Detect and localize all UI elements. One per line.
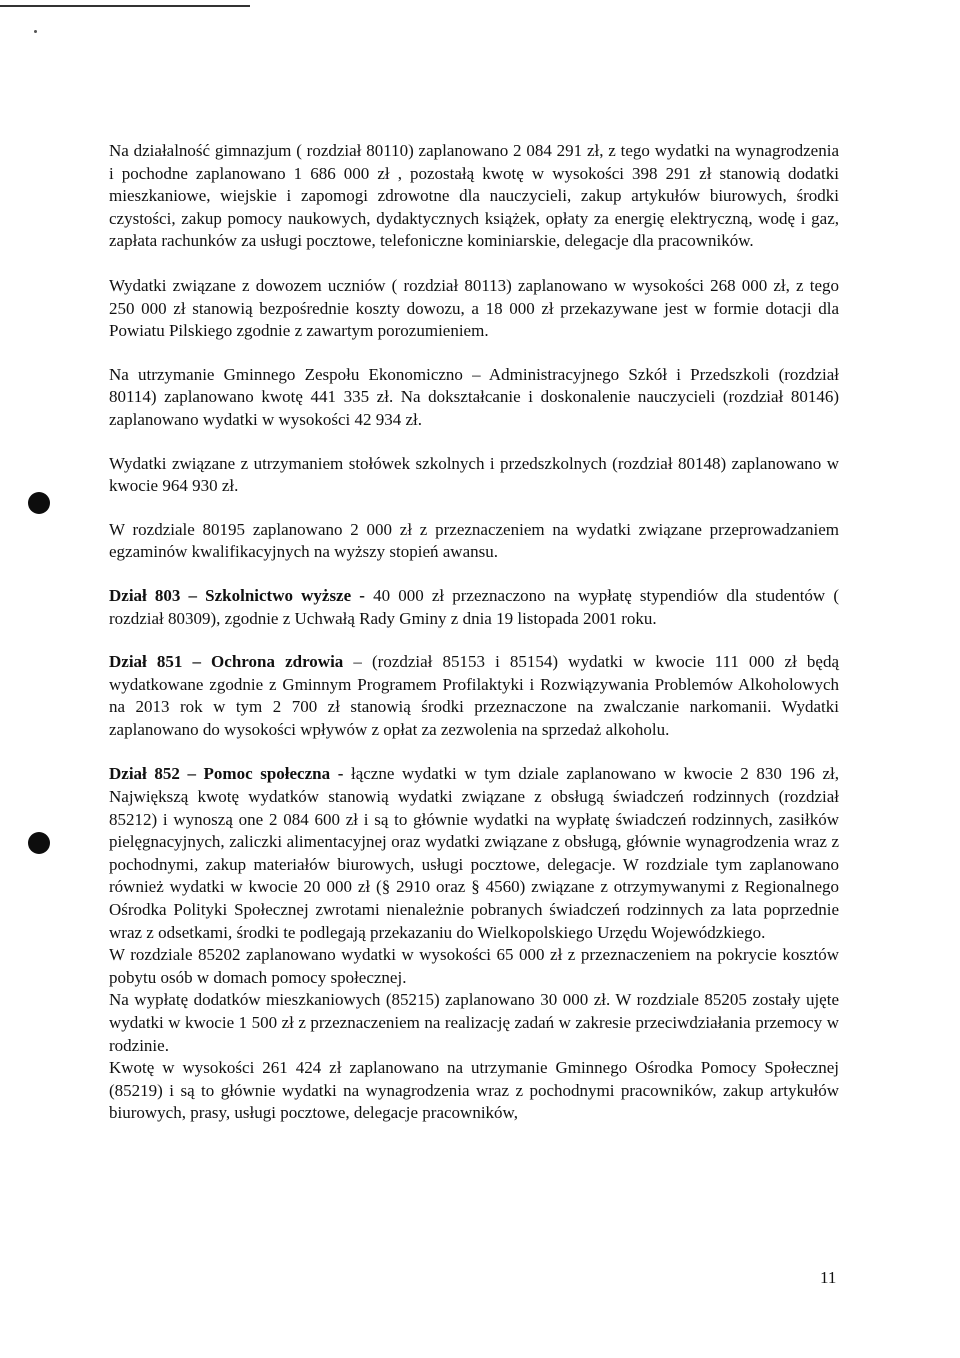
paragraph-rozdzial-85202: W rozdziale 85202 zaplanowano wydatki w wysokości 65 000 zł z przeznaczeniem na pokrycie kosztów pobytu osób w domach pomocy społecznej. <box>109 945 839 987</box>
paragraph-dzial-803 <box>109 585 839 630</box>
paragraph-gops: Kwotę w wysokości 261 424 zł zaplanowano na utrzymanie Gminnego Ośrodka Pomocy Społecznej (85219) i są to głównie wydatki na wynagrodzenia wraz z pochodnymi pracowników, zakup artykułów biurowych, prasy, usługi pocztowe, delegacje pracowników, <box>109 1058 839 1123</box>
paragraph-dzial-852 <box>109 763 839 944</box>
section-heading-dzial-803: Dział 803 – Szkolnictwo wyższe - <box>109 585 365 605</box>
scan-speck <box>34 30 37 33</box>
paragraph-dowoz: Wydatki związane z dowozem uczniów ( rozdział 80113) zaplanowano w wysokości 268 000 zł, z tego 250 000 zł stanowią bezpośrednie koszty dowozu, a 18 000 zł przekazywane jest w formie dotacji dla Powiatu Pilskiego zgodnie z zawartym porozumieniem. <box>109 275 839 341</box>
section-heading-dzial-852: Dział 852 – Pomoc społeczna - <box>109 764 344 784</box>
paragraph-dodatki-mieszkaniowe: Na wypłatę dodatków mieszkaniowych (85215) zaplanowano 30 000 zł. W rozdziale 85205 zostały ujęte wydatki w kwocie 1 500 zł z przeznaczeniem na realizację zadań w zakresie przeciwdziałania przemocy w rodzinie. <box>109 990 839 1055</box>
dzial-852-text: łączne wydatki w tym dziale zaplanowano w kwocie 2 830 196 zł, Największą kwotę wydatków stanowią wydatki związane z obsługą świadczeń rodzinnych (rozdział 85212) i wynoszą one 2 084 600 zł i są to głównie wydatki na wypłatę świadczeń rodzinnych, zasiłków pielęgnacyjnych, zaliczki alimentacyjnej oraz wydatki związane z obsługą, głównie wynagrodzenia wraz z pochodnymi, zakup materiałów biurowych, usługi pocztowe, delegacje. W rozdziale tym zaplanowano również wydatki w kwocie 20 000 zł (§ 2910 oraz § 4560) związane z otrzymywanymi z Regionalnego Ośrodka Polityki Społecznej zwrotami nienależnie pobranych świadczeń rodzinnych za lata poprzednie wraz z odsetkami, środki te podlegają przekazaniu do Wielkopolskiego Urzędu Wojewódzkiego. <box>109 764 840 942</box>
punch-hole-top <box>28 492 50 514</box>
document-body <box>109 140 839 1125</box>
paragraph-rozdzial-80195: W rozdziale 80195 zaplanowano 2 000 zł z przeznaczeniem na wydatki związane przeprowadzaniem egzaminów kwalifikacyjnych na wyższy stopień awansu. <box>109 519 839 562</box>
top-scan-rule <box>0 5 250 7</box>
page-number: 11 <box>820 1268 837 1287</box>
punch-hole-bottom <box>28 832 50 854</box>
section-heading-dzial-851: Dział 851 – Ochrona zdrowia <box>109 652 344 672</box>
paragraph-dzial-851 <box>109 651 839 741</box>
paragraph-zespol-ekonomiczny: Na utrzymanie Gminnego Zespołu Ekonomiczno – Administracyjnego Szkół i Przedszkoli (rozdział 80114) zaplanowano kwotę 441 335 zł. Na dokształcanie i doskonalenie nauczycieli (rozdział 80146) zaplanowano wydatki w wysokości 42 934 zł. <box>109 364 839 429</box>
paragraph-gimnazjum: Na działalność gimnazjum ( rozdział 80110) zaplanowano 2 084 291 zł, z tego wydatki na wynagrodzenia i pochodne zaplanowano 1 686 000 zł , pozostałą kwotę w wysokości 398 291 zł stanowią dodatki mieszkaniowe, wiejskie i zapomogi zdrowotne dla nauczycieli, zakup artykułów biurowych, środki czystości, zakup pomocy naukowych, dydaktycznych książek, opłaty za energię elektryczną, wodę i gaz, zapłata rachunków za usługi pocztowe, telefoniczne kominiarskie, delegacje dla pracowników. <box>109 141 839 251</box>
dzial-851-text: – (rozdział 85153 i 85154) wydatki w kwocie 111 000 zł będą wydatkowane zgodnie z Gminnym Programem Profilaktyki i Rozwiązywania Problemów Alkoholowych na 2013 rok w tym 2 700 zł stanowią środki przeznaczone na zwalczanie narkomanii. Wydatki zaplanowano do wysokości wpływów z opłat za zezwolenia na sprzedaż alkoholu. <box>109 652 839 739</box>
paragraph-stolowki: Wydatki związane z utrzymaniem stołówek szkolnych i przedszkolnych (rozdział 80148) zaplanowano w kwocie 964 930 zł. <box>109 453 839 496</box>
dzial-803-text: 40 000 zł przeznaczono na wypłatę stypendiów dla studentów ( rozdział 80309), zgodnie z Uchwałą Rady Gminy z dnia 19 listopada 2001 roku. <box>109 585 839 628</box>
